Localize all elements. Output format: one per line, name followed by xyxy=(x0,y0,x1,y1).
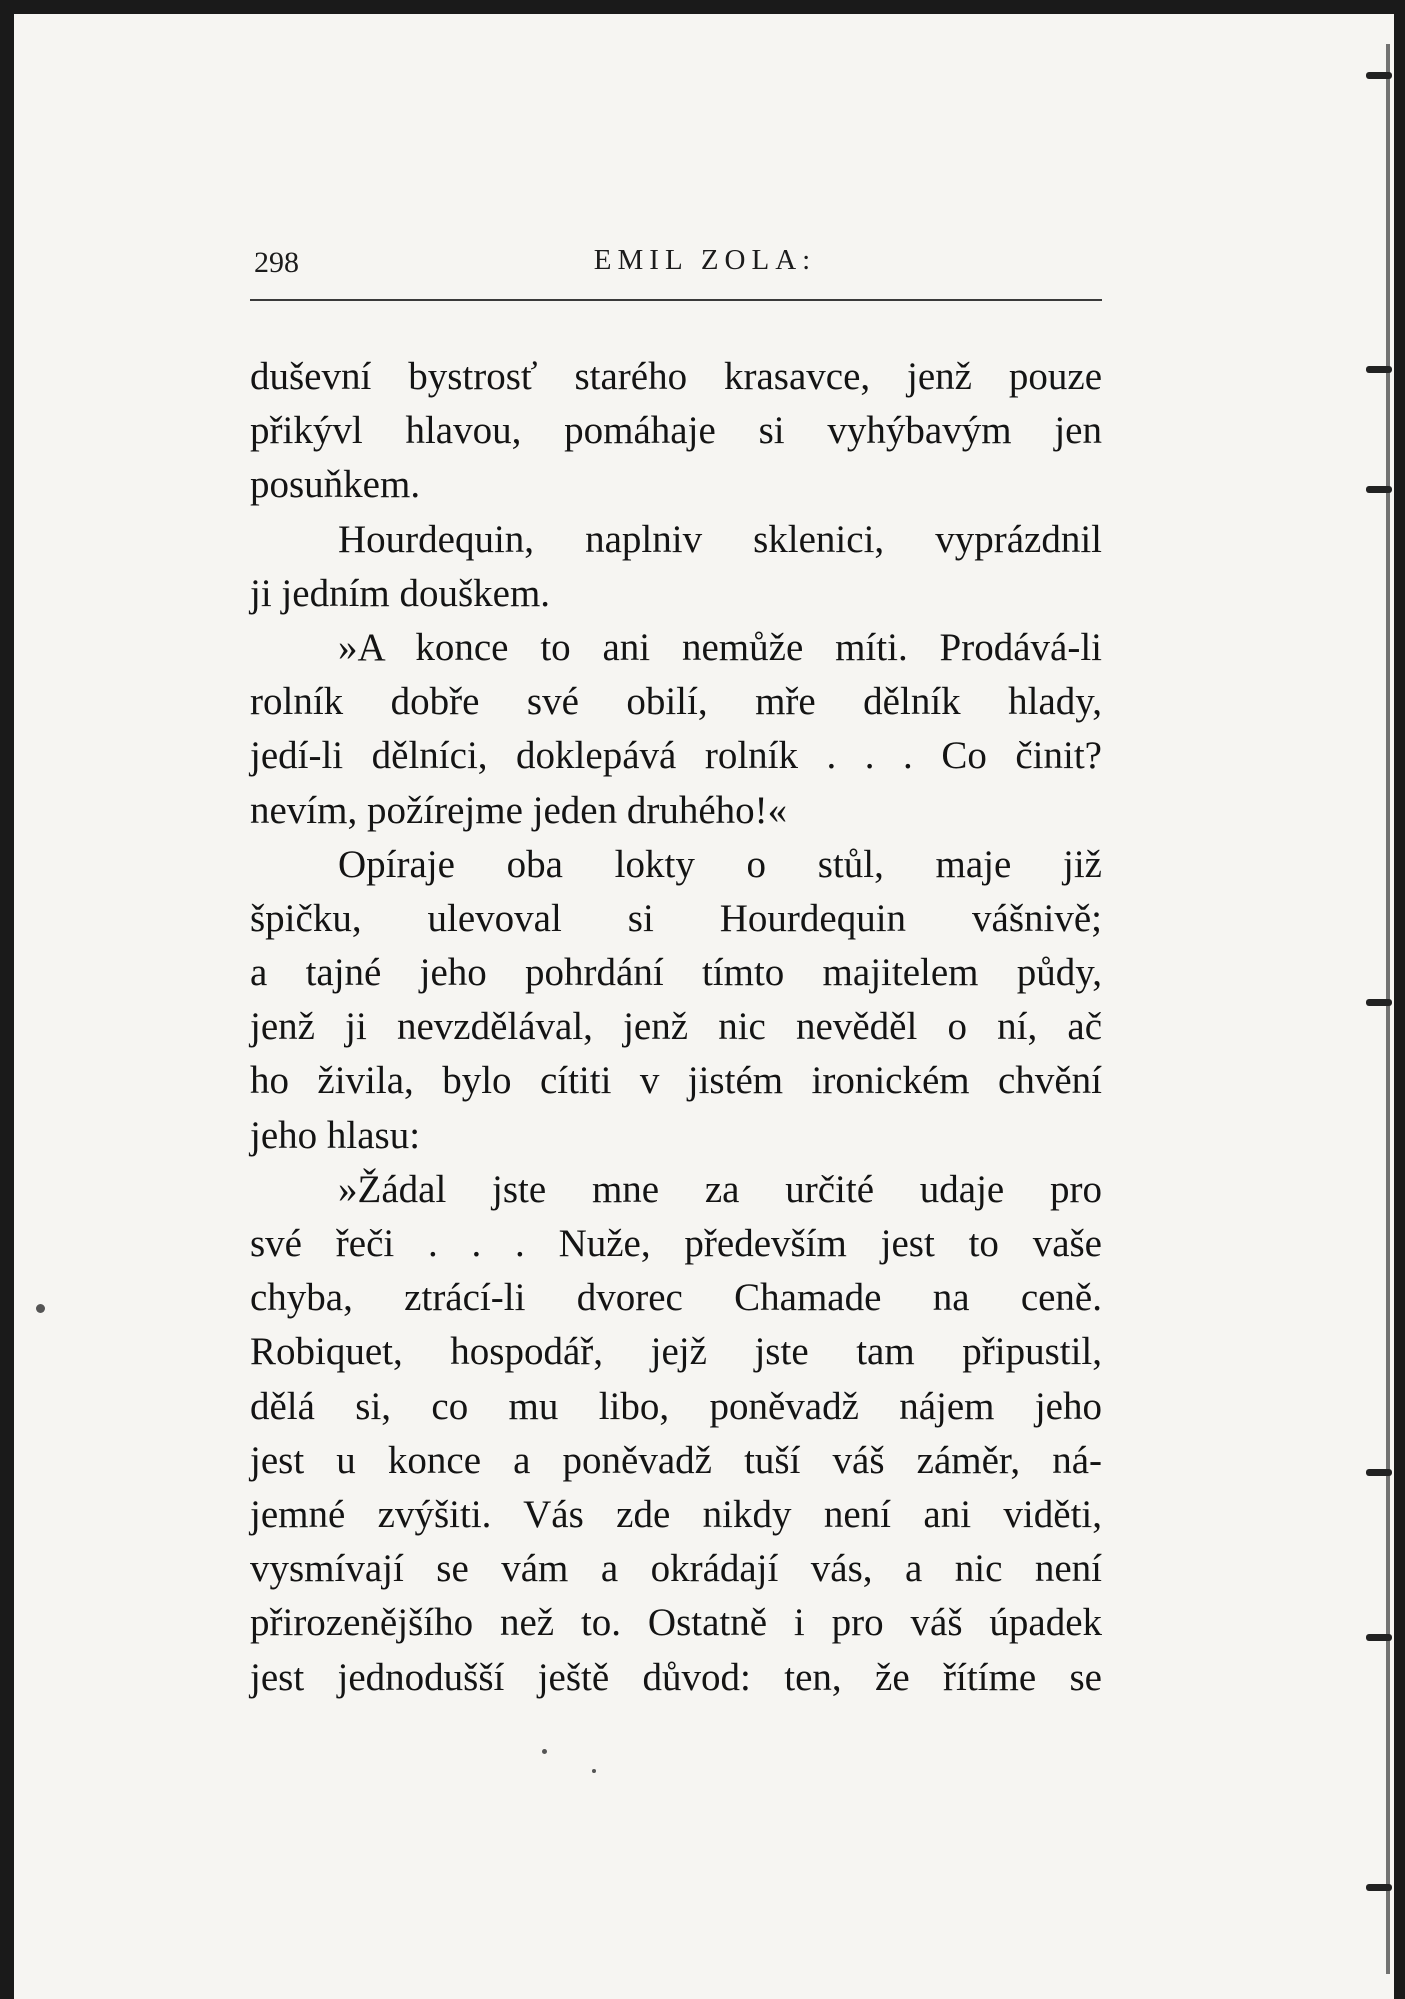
text-line: jemné zvýšiti. Vás zde nikdy není ani viděti, xyxy=(250,1492,1102,1536)
paper-speck xyxy=(542,1749,547,1754)
paper-speck xyxy=(36,1304,45,1313)
text-line: vysmívají se vám a okrádají vás, a nic není xyxy=(250,1547,1102,1591)
text-line: přirozenějšího než to. Ostatně i pro váš úpadek xyxy=(250,1601,1102,1645)
binding-stitch xyxy=(1366,486,1392,493)
text-line: ji jedním douškem. xyxy=(250,571,551,615)
text-line: jeho hlasu: xyxy=(250,1113,421,1157)
text-line: dělá si, co mu libo, poněvadž nájem jeho xyxy=(250,1384,1102,1428)
text-line: »Žádal jste mne za určité udaje pro xyxy=(338,1167,1102,1211)
binding-stitch xyxy=(1366,1634,1392,1641)
binding-stitch xyxy=(1366,999,1392,1006)
text-line: jedí-li dělníci, doklepává rolník . . . Co činit? xyxy=(250,734,1102,778)
binding-edge xyxy=(1386,44,1390,1974)
binding-stitch xyxy=(1366,1469,1392,1476)
paper-speck xyxy=(592,1769,596,1773)
text-line: své řeči . . . Nuže, především jest to vaše xyxy=(250,1222,1102,1265)
text-line: chyba, ztrácí-li dvorec Chamade na ceně. xyxy=(250,1276,1102,1320)
text-line: »A konce to ani nemůže míti. Prodává-li xyxy=(338,625,1102,669)
text-line: Hourdequin, naplniv sklenici, vyprázdnil xyxy=(338,517,1102,561)
binding-stitch xyxy=(1366,366,1392,373)
page-header xyxy=(240,240,1110,286)
text-line: přikývl hlavou, pomáhaje si vyhýbavým jen xyxy=(250,409,1102,453)
running-title: EMIL ZOLA: xyxy=(593,244,817,276)
page-number: 298 xyxy=(254,246,299,279)
binding-stitch xyxy=(1366,72,1392,79)
text-line: duševní bystrosť starého krasavce, jenž pouze xyxy=(250,355,1102,398)
text-line: a tajné jeho pohrdání tímto majitelem půdy, xyxy=(250,951,1102,995)
text-line: jest u konce a poněvadž tuší váš záměr, ná- xyxy=(250,1438,1102,1482)
text-line: ho živila, bylo cítiti v jistém ironickém chvění xyxy=(250,1059,1102,1103)
binding-stitch xyxy=(1366,1884,1392,1891)
text-line: jest jednodušší ještě důvod: ten, že řítíme se xyxy=(250,1655,1102,1699)
header-rule xyxy=(250,299,1102,301)
text-line: nevím, požírejme jeden druhého!« xyxy=(250,788,788,832)
text-line: jenž ji nevzdělával, jenž nic nevěděl o ní, ač xyxy=(250,1005,1102,1049)
text-line: posuňkem. xyxy=(250,463,421,507)
text-line: špičku, ulevoval si Hourdequin vášnivě; xyxy=(250,896,1102,940)
body-text xyxy=(250,350,1102,1705)
text-line: Opíraje oba lokty o stůl, maje již xyxy=(338,842,1102,886)
text-line: rolník dobře své obilí, mře dělník hlady, xyxy=(250,680,1102,724)
text-line: Robiquet, hospodář, jejž jste tam připustil, xyxy=(250,1330,1102,1374)
